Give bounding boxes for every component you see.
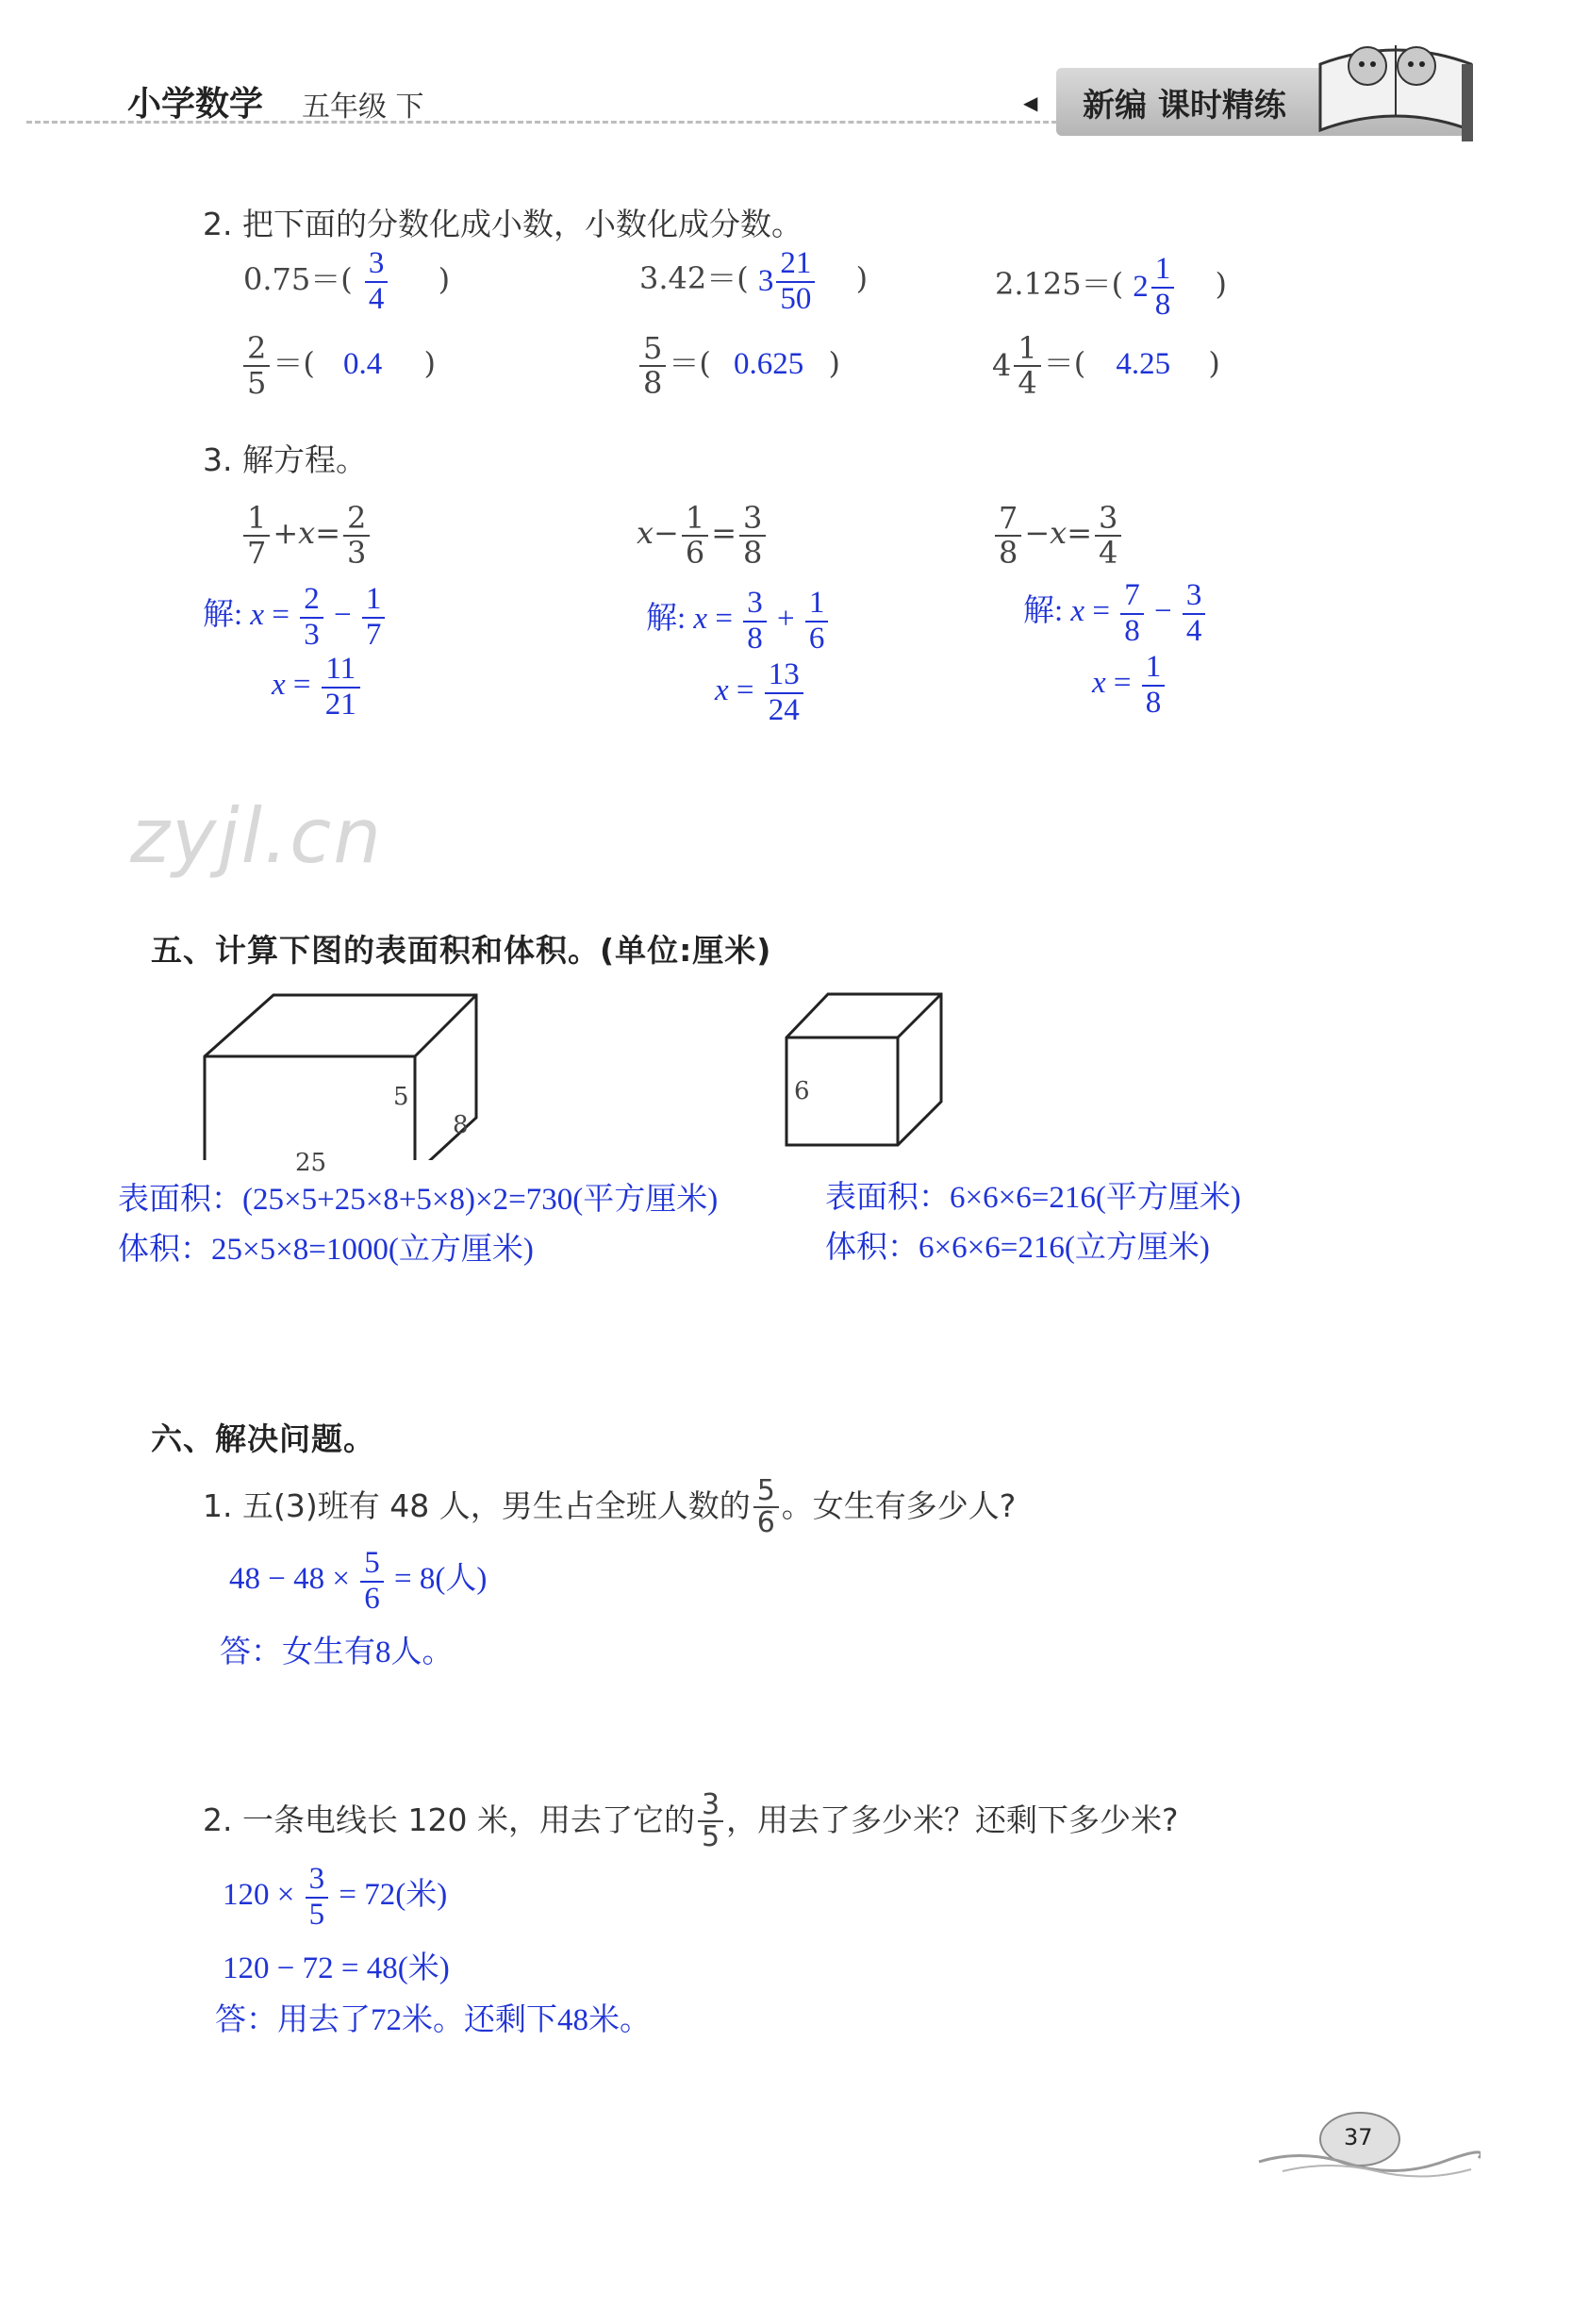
- q2-item-4-answer: 0.4: [343, 347, 383, 382]
- cube-surface-area-answer: 表面积：6×6×6=216(平方厘米): [825, 1181, 1241, 1215]
- equation-3-step-1: 解: x = $\frac{7}{8}$ − $\frac{3}{4}$: [1023, 579, 1208, 648]
- equation-1: $\frac{1}{7}$ +x= $\frac{2}{3}$: [240, 502, 372, 569]
- mascot-book-icon: [1311, 26, 1481, 141]
- equation-2: x− $\frac{1}{6}$ = $\frac{3}{8}$: [637, 502, 769, 569]
- brand-text: 新编 课时精练: [1083, 86, 1286, 124]
- equation-2-result: x = $\frac{13}{24}$: [715, 658, 806, 727]
- equation-3: $\frac{7}{8}$ −x= $\frac{3}{4}$: [992, 502, 1124, 569]
- problem-2-calculation-1: 120 × $\frac{3}{5}$ = 72(米): [223, 1862, 448, 1932]
- cube-volume-answer: 体积：6×6×6=216(立方厘米): [825, 1231, 1210, 1265]
- cuboid-volume-answer: 体积：25×5×8=1000(立方厘米): [118, 1233, 534, 1267]
- q2-item-3: 2.125＝( 2 $\frac{1}{8}$ ): [995, 252, 1227, 322]
- section-6-title: 六、解决问题。: [151, 1420, 375, 1457]
- q2-item-5: $\frac{5}{8}$ ＝( 0.625 ): [637, 332, 840, 399]
- equation-1-step-1: 解: x = $\frac{2}{3}$ − $\frac{1}{7}$: [203, 583, 388, 652]
- triangle-left-icon: ◀: [1023, 91, 1038, 114]
- problem-1-text: 1. 五(3)班有 48 人，男生占全班人数的 $\frac{5}{6}$ 。女生有多少人?: [203, 1474, 1017, 1540]
- q2-item-2-answer: 3 $\frac{21}{50}$: [758, 262, 819, 296]
- problem-1-answer: 答：女生有8人。: [220, 1635, 454, 1669]
- problem-1-calculation: 48 − 48 × $\frac{5}{6}$ = 8(人): [229, 1546, 488, 1616]
- q3-prompt: 3. 解方程。: [203, 441, 367, 478]
- q2-item-6-answer: 4.25: [1116, 347, 1171, 382]
- cuboid-height-label: 5: [393, 1083, 409, 1111]
- q2-prompt: 2. 把下面的分数化成小数，小数化成分数。: [203, 206, 803, 242]
- equation-1-result: x = $\frac{11}{21}$: [272, 653, 363, 722]
- cube-side-label: 6: [794, 1077, 810, 1105]
- equation-3-result: x = $\frac{1}{8}$: [1092, 651, 1167, 720]
- problem-2-calculation-2: 120 − 72 = 48(米): [223, 1951, 450, 1985]
- q2-item-1-answer: $\frac{3}{4}$: [365, 247, 389, 316]
- q2-item-6: 4 $\frac{1}{4}$ ＝( 4.25 ): [992, 330, 1220, 401]
- watermark: zyjl.cn: [130, 792, 383, 880]
- q2-item-4: $\frac{2}{5}$ ＝( 0.4 ): [240, 332, 436, 399]
- header-divider: [26, 121, 1083, 124]
- cube-figure: [781, 988, 951, 1149]
- q2-item-1: 0.75＝( $\frac{3}{4}$ ): [243, 246, 451, 316]
- grade-label: 五年级 下: [302, 91, 424, 124]
- q2-item-3-answer: 2 $\frac{1}{8}$: [1133, 268, 1177, 302]
- q2-item-5-answer: 0.625: [734, 347, 804, 382]
- page-number: 37: [1344, 2124, 1373, 2150]
- q2-item-1-lhs: 0.75＝(: [243, 261, 353, 298]
- cuboid-length-label: 25: [295, 1149, 327, 1177]
- book-title: 小学数学: [127, 85, 264, 124]
- q2-item-2: 3.42＝( 3 $\frac{21}{50}$ ): [639, 246, 869, 316]
- problem-2-answer: 答：用去了72米。还剩下48米。: [215, 2003, 651, 2037]
- equation-2-step-1: 解: x = $\frac{3}{8}$ + $\frac{1}{6}$: [646, 587, 831, 656]
- section-5-title: 五、计算下图的表面积和体积。(单位:厘米): [151, 932, 772, 969]
- cuboid-surface-area-answer: 表面积：(25×5+25×8+5×8)×2=730(平方厘米): [118, 1183, 719, 1217]
- problem-2-text: 2. 一条电线长 120 米，用去了它的 $\frac{3}{5}$ ，用去了多少米？还剩下多少米?: [203, 1788, 1179, 1854]
- cuboid-width-label: 8: [453, 1111, 469, 1139]
